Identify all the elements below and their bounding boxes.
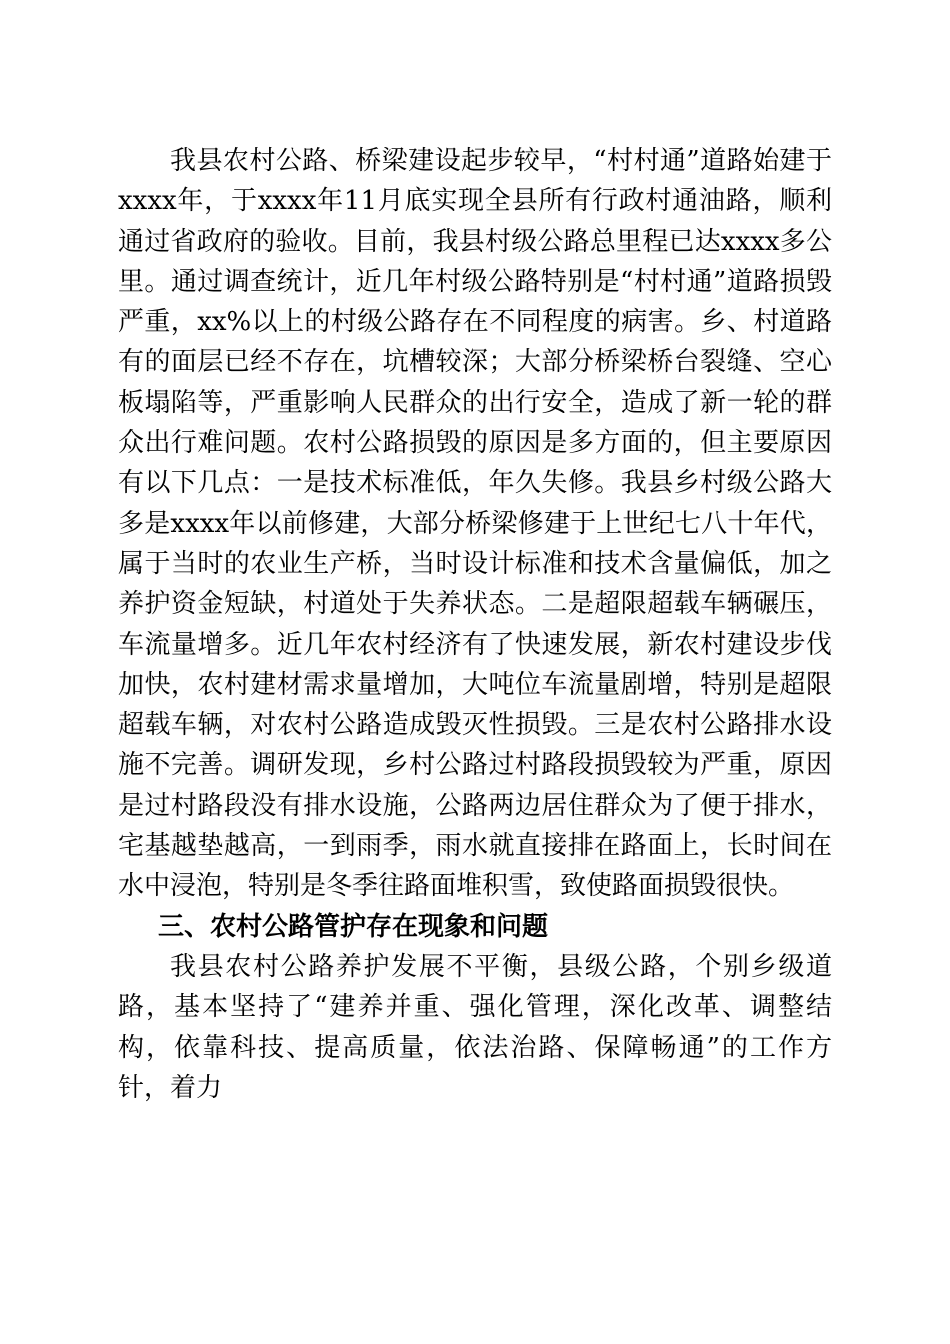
document-body [118, 141, 832, 1108]
body-paragraph: 我县农村公路养护发展不平衡，县级公路，个别乡级道路，基本坚持了“建养并重、强化管理，深化改革、调整结构，依靠科技、提高质量，依法治路、保障畅通”的工作方针，着力 [118, 951, 832, 1103]
body-paragraph: 我县农村公路、桥梁建设起步较早，“村村通”道路始建于xxxx年，于xxxx年11月底实现全县所有行政村通油路，顺利通过省政府的验收。目前，我县村级公路总里程已达xxxx多公里。通过调查统计，近几年村级公路特别是“村村通”道路损毁严重，xx%以上的村级公路存在不同程度的病害。乡、村道路有的面层已经不存在，坑槽较深；大部分桥梁桥台裂缝、空心板塌陷等，严重影响人民群众的出行安全，造成了新一轮的群众出行难问题。农村公路损毁的原因是多方面的，但主要原因有以下几点：一是技术标准低，年久失修。我县乡村级公路大多是xxxx年以前修建，大部分桥梁修建于上世纪七八十年代，属于当时的农业生产桥，当时设计标准和技术含量偏低，加之养护资金短缺，村道处于失养状态。二是超限超载车辆碾压，车流量增多。近几年农村经济有了快速发展，新农村建设步伐加快，农村建材需求量增加，大吨位车流量剧增，特别是超限超载车辆，对农村公路造成毁灭性损毁。三是农村公路排水设施不完善。调研发现，乡村公路过村路段损毁较为严重，原因是过村路段没有排水设施，公路两边居住群众为了便于排水，宅基越垫越高，一到雨季，雨水就直接排在路面上，长时间在水中浸泡，特别是冬季往路面堆积雪，致使路面损毁很快。 [118, 146, 832, 902]
section-heading: 三、农村公路管护存在现象和问题 [158, 911, 549, 942]
